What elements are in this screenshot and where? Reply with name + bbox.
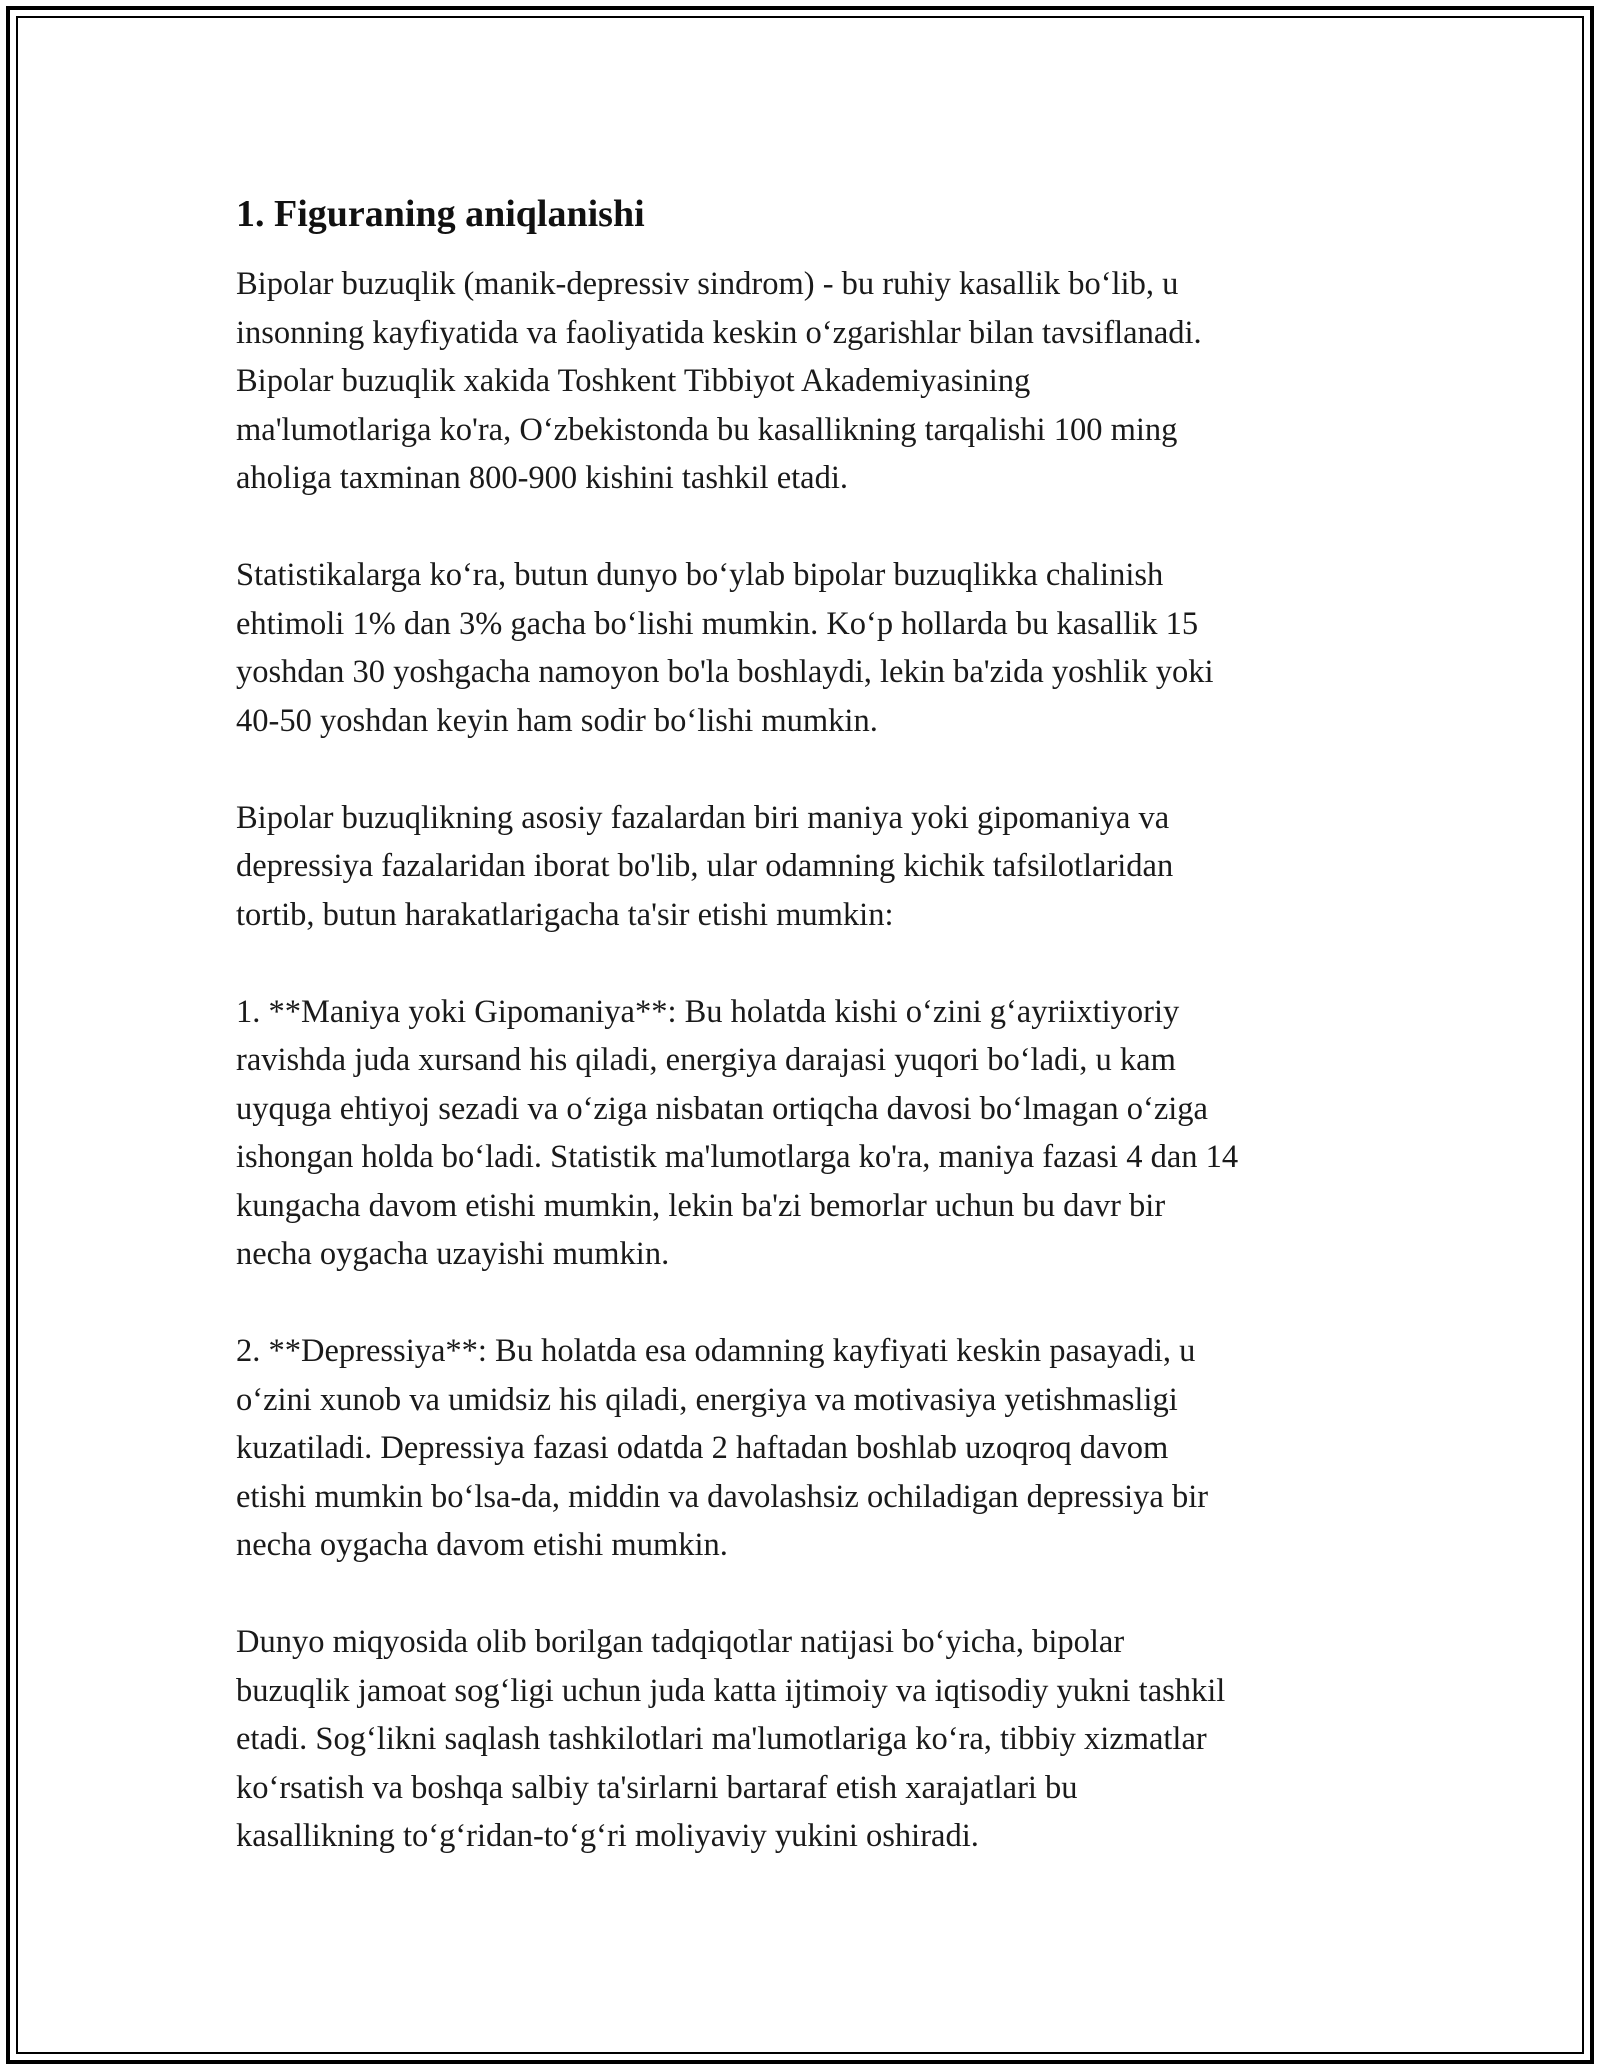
text-line: necha oygacha uzayishi mumkin.: [236, 1236, 670, 1272]
paragraph-burden: [236, 1618, 1386, 1861]
text-line: Bipolar buzuqlik (manik-depressiv sindrom) - bu ruhiy kasallik bo‘lib, u: [236, 266, 1179, 302]
paragraph-phases-intro: [236, 794, 1386, 940]
text-line: tortib, butun harakatlarigacha ta'sir etishi mumkin:: [236, 896, 894, 933]
paragraph-depression: [236, 1327, 1386, 1570]
section-heading: 1. Figuraning aniqlanishi: [236, 193, 645, 235]
text-line: kungacha davom etishi mumkin, lekin ba'zi bemorlar uchun bu davr bir: [236, 1187, 1166, 1224]
text-line: insonning kayfiyatida va faoliyatida keskin o‘zgarishlar bilan tavsiflanadi.: [236, 314, 1202, 351]
text-line: 40-50 yoshdan keyin ham sodir bo‘lishi mumkin.: [236, 702, 878, 739]
text-line: Bipolar buzuqlikning asosiy fazalardan biri maniya yoki gipomaniya va: [236, 799, 1170, 836]
text-line: etishi mumkin bo‘lsa-da, middin va davolashsiz ochiladigan depressiya bir: [236, 1478, 1209, 1515]
text-line: necha oygacha davom etishi mumkin.: [236, 1527, 728, 1563]
paragraph-definition: [236, 260, 1386, 503]
text-line: etadi. Sog‘likni saqlash tashkilotlari ma'lumotlariga ko‘ra, tibbiy xizmatlar: [236, 1721, 1207, 1757]
text-line: ehtimoli 1% dan 3% gacha bo‘lishi mumkin. Ko‘p hollarda bu kasallik 15: [236, 605, 1199, 642]
text-line: o‘zini xunob va umidsiz his qiladi, energiya va motivasiya yetishmasligi: [236, 1381, 1178, 1418]
paragraph-statistics: [236, 551, 1386, 745]
text-line: uyquga ehtiyoj sezadi va o‘ziga nisbatan ortiqcha davosi bo‘lmagan o‘ziga: [236, 1090, 1208, 1127]
text-line: 2. **Depressiya**: Bu holatda esa odamning kayfiyati keskin pasayadi, u: [236, 1333, 1196, 1369]
text-line: depressiya fazalaridan iborat bo'lib, ular odamning kichik tafsilotlaridan: [236, 848, 1174, 884]
text-line: kasallikning to‘g‘ridan-to‘g‘ri moliyaviy yukini oshiradi.: [236, 1818, 979, 1854]
text-line: Statistikalarga ko‘ra, butun dunyo bo‘ylab bipolar buzuqlikka chalinish: [236, 557, 1164, 593]
text-line: 1. **Maniya yoki Gipomaniya**: Bu holatda kishi o‘zini g‘ayriixtiyoriy: [236, 993, 1180, 1030]
text-line: yoshdan 30 yoshgacha namoyon bo'la boshlaydi, lekin ba'zida yoshlik yoki: [236, 654, 1214, 690]
text-line: ravishda juda xursand his qiladi, energiya darajasi yuqori bo‘ladi, u kam: [236, 1042, 1176, 1078]
document-body: [236, 188, 1386, 1909]
text-line: Dunyo miqyosida olib borilgan tadqiqotlar natijasi bo‘yicha, bipolar: [236, 1624, 1125, 1660]
text-line: aholiga taxminan 800-900 kishini tashkil etadi.: [236, 460, 848, 496]
text-line: ishongan holda bo‘ladi. Statistik ma'lumotlarga ko'ra, maniya fazasi 4 dan 14: [236, 1139, 1239, 1175]
text-line: Bipolar buzuqlik xakida Toshkent Tibbiyot Akademiyasining: [236, 363, 1031, 399]
paragraph-mania: [236, 988, 1386, 1279]
text-line: buzuqlik jamoat sog‘ligi uchun juda katta ijtimoiy va iqtisodiy yukni tashkil: [236, 1672, 1226, 1709]
text-line: ko‘rsatish va boshqa salbiy ta'sirlarni bartaraf etish xarajatlari bu: [236, 1769, 1078, 1806]
text-line: kuzatiladi. Depressiya fazasi odatda 2 haftadan boshlab uzoqroq davom: [236, 1430, 1169, 1466]
text-line: ma'lumotlariga ko'ra, O‘zbekistonda bu kasallikning tarqalishi 100 ming: [236, 411, 1178, 448]
